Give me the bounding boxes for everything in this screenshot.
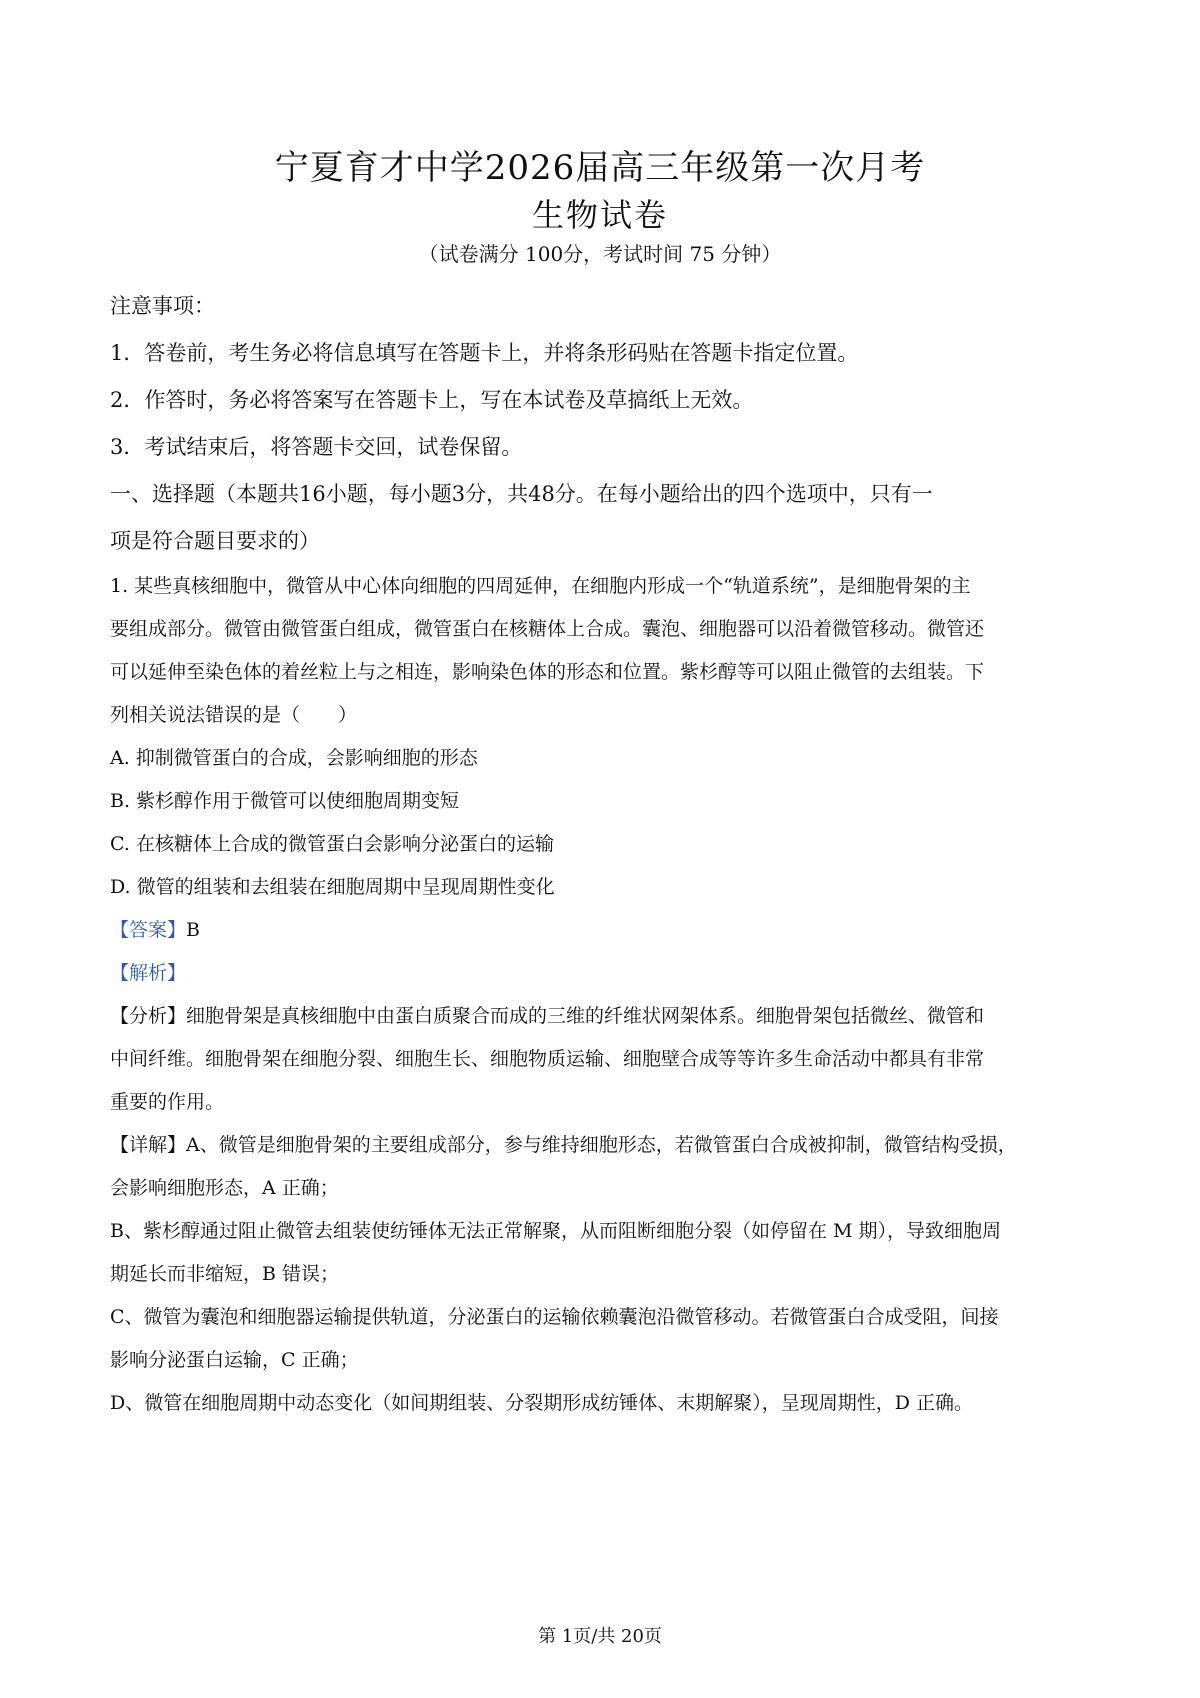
answer-line	[110, 909, 1100, 952]
detail-line-3: B、紫杉醇通过阻止微管去组装使纺锤体无法正常解聚，从而阻断细胞分裂（如停留在 M 期），导致细胞周	[110, 1220, 1001, 1242]
analysis-line-3: 重要的作用。	[110, 1091, 225, 1113]
question-stem-line-4: 列相关说法错误的是（ ）	[110, 704, 358, 726]
question-stem-line-3: 可以延伸至染色体的着丝粒上与之相连，影响染色体的形态和位置。紫杉醇等可以阻止微管的去组装。下	[110, 661, 985, 683]
answer-tag: 【答案】	[110, 919, 187, 941]
option-d: D. 微管的组装和去组装在细胞周期中呈现周期性变化	[110, 876, 555, 898]
page-footer: 第 1页/共 20页	[538, 1626, 662, 1647]
notice-item-1: 1．答卷前，考生务必将信息填写在答题卡上，并将条形码贴在答题卡指定位置。	[110, 341, 859, 365]
detail-line-5: C、微管为囊泡和细胞器运输提供轨道，分泌蛋白的运输依赖囊泡沿微管移动。若微管蛋白合成受阻，间接	[110, 1306, 999, 1328]
option-c: C. 在核糖体上合成的微管蛋白会影响分泌蛋白的运输	[110, 833, 554, 855]
analysis-tag: 【解析】	[110, 962, 187, 984]
notice-item-2: 2．作答时，务必将答案写在答题卡上，写在本试卷及草搞纸上无效。	[110, 388, 754, 412]
notice-heading: 注意事项：	[110, 294, 215, 318]
option-a: A. 抑制微管蛋白的合成，会影响细胞的形态	[110, 747, 478, 769]
exam-note: （试卷满分 100分，考试时间 75 分钟）	[418, 242, 782, 266]
analysis-line-2: 中间纤维。细胞骨架在细胞分裂、细胞生长、细胞物质运输、细胞壁合成等等许多生命活动中都具有非常	[110, 1048, 985, 1070]
detail-line-7: D、微管在细胞周期中动态变化（如间期组装、分裂期形成纺锤体、末期解聚），呈现周期性，D 正确。	[110, 1392, 974, 1414]
exam-title: 宁夏育才中学2026届高三年级第一次月考	[274, 148, 926, 188]
question-stem-line-1: 1. 某些真核细胞中，微管从中心体向细胞的四周延伸，在细胞内形成一个“轨道系统”，是细胞骨架的主	[110, 575, 971, 597]
notice-item-3: 3．考试结束后，将答题卡交回，试卷保留。	[110, 435, 523, 459]
option-b: B. 紫杉醇作用于微管可以使细胞周期变短	[110, 790, 460, 812]
exam-subtitle: 生物试卷	[531, 196, 668, 234]
question-stem-line-2: 要组成部分。微管由微管蛋白组成，微管蛋白在核糖体上合成。囊泡、细胞器可以沿着微管移动。微管还	[110, 618, 985, 640]
detail-line-4: 期延长而非缩短，B 错误；	[110, 1263, 340, 1285]
exam-body	[110, 283, 1100, 1425]
detail-line-6: 影响分泌蛋白运输，C 正确；	[110, 1349, 359, 1371]
detail-line-1: 【详解】A、微管是细胞骨架的主要组成部分，参与维持细胞形态，若微管蛋白合成被抑制，微管结构受损，	[110, 1134, 1017, 1156]
answer-value: B	[186, 919, 200, 941]
section-heading-line-1: 一、选择题（本题共16小题，每小题3分，共48分。在每小题给出的四个选项中，只有一	[110, 482, 933, 506]
analysis-line-1: 【分析】细胞骨架是真核细胞中由蛋白质聚合而成的三维的纤维状网架体系。细胞骨架包括微丝、微管和	[110, 1005, 985, 1027]
detail-line-2: 会影响细胞形态，A 正确；	[110, 1177, 339, 1199]
section-heading-line-2: 项是符合题目要求的）	[110, 529, 320, 553]
